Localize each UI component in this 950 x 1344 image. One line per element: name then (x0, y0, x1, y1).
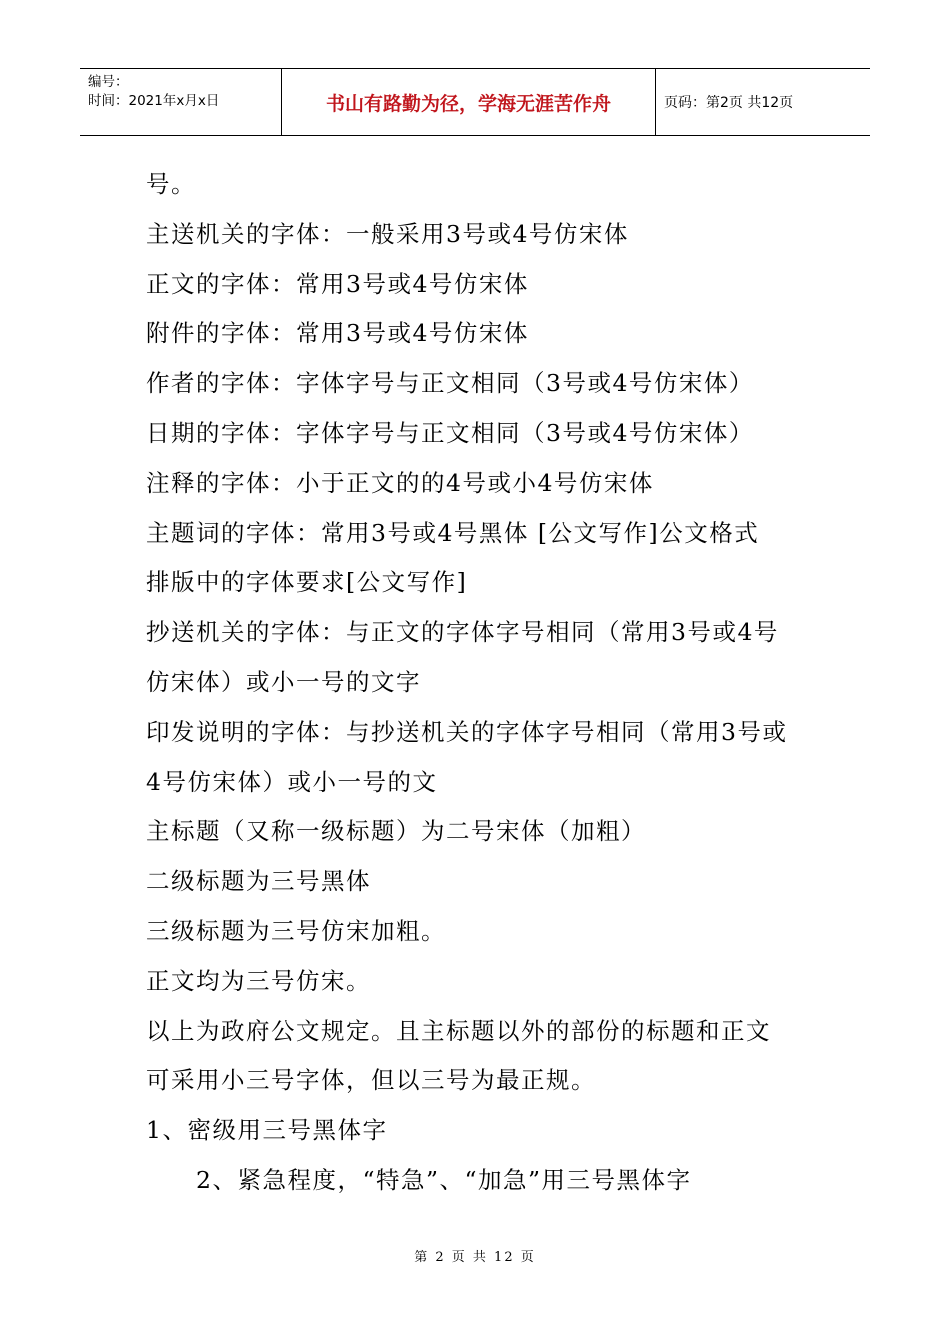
body-line: 主送机关的字体：一般采用3号或4号仿宋体 (146, 219, 629, 248)
body-line: 三级标题为三号仿宋加粗。 (146, 916, 446, 945)
body-line: 注释的字体：小于正文的的4号或小4号仿宋体 (146, 468, 654, 497)
document-body (146, 160, 826, 1206)
body-line: 仿宋体）或小一号的文字 (146, 667, 421, 696)
body-line: 作者的字体：字体字号与正文相同（3号或4号仿宋体） (146, 369, 754, 398)
body-line: 附件的字体：常用3号或4号仿宋体 (146, 319, 529, 348)
page-header (80, 68, 870, 136)
body-line: 日期的字体：字体字号与正文相同（3号或4号仿宋体） (146, 418, 754, 447)
page-footer: 第 2 页 共 12 页 (414, 1250, 536, 1265)
body-line: 1、密级用三号黑体字 (146, 1116, 388, 1145)
body-line: 号。 (146, 170, 196, 198)
body-line: 印发说明的字体：与抄送机关的字体字号相同（常用3号或 (146, 717, 788, 746)
body-line: 可采用小三号字体，但以三号为最正规。 (146, 1066, 596, 1095)
body-line: 4号仿宋体）或小一号的文 (146, 767, 438, 796)
header-motto: 书山有路勤为径，学海无涯苦作舟 (282, 69, 656, 135)
body-line: 主题词的字体：常用3号或4号黑体 [公文写作]公文格式 (146, 518, 760, 547)
header-page-label: 页码：第2页 共12页 (664, 95, 794, 111)
body-line: 抄送机关的字体：与正文的字体字号相同（常用3号或4号 (146, 618, 779, 647)
body-line: 2、紧急程度，“特急”、“加急”用三号黑体字 (196, 1165, 692, 1194)
header-time-label: 时间：2021年x月x日 (88, 93, 220, 109)
body-line: 二级标题为三号黑体 (146, 867, 371, 896)
header-number-label: 编号： (88, 74, 129, 90)
body-line: 排版中的字体要求[公文写作] (146, 568, 468, 597)
body-line: 主标题（又称一级标题）为二号宋体（加粗） (146, 817, 646, 846)
body-line: 以上为政府公文规定。且主标题以外的部份的标题和正文 (146, 1016, 771, 1045)
header-meta (80, 69, 282, 135)
body-line: 正文均为三号仿宋。 (146, 966, 371, 995)
body-line: 正文的字体：常用3号或4号仿宋体 (146, 269, 529, 298)
